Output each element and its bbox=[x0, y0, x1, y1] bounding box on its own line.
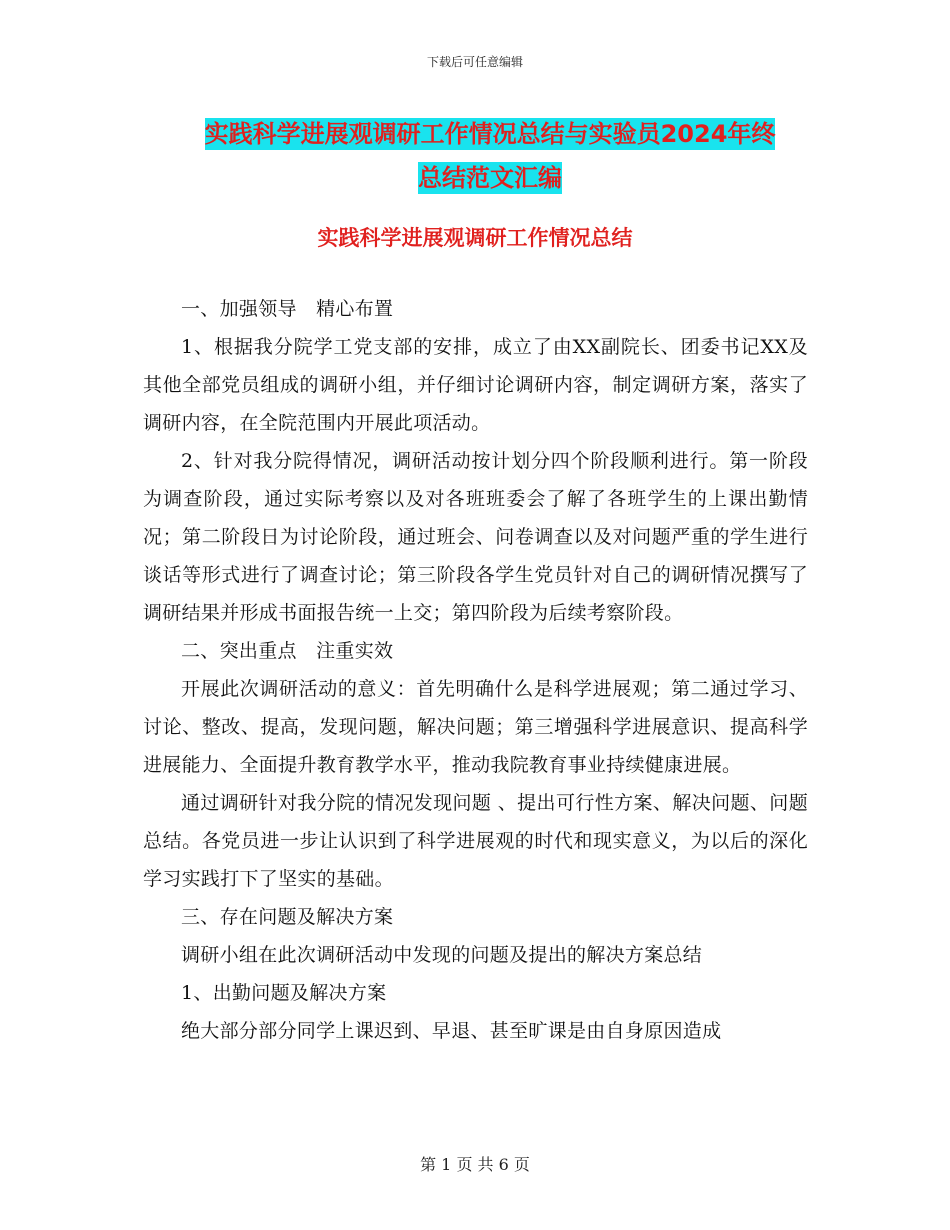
paragraph: 开展此次调研活动的意义：首先明确什么是科学进展观；第二通过学习、讨论、整改、提高，发现问题，解决问题；第三增强科学进展意识、提高科学进展能力、全面提升教育教学水平，推动我院教育事业持续健康进展。 bbox=[143, 678, 808, 776]
heading-1: 一、加强领导 精心布置 bbox=[181, 298, 394, 320]
paragraph: 绝大部分部分同学上课迟到、早退、甚至旷课是由自身原因造成 bbox=[181, 1020, 722, 1042]
page-footer: 第 1 页 共 6 页 bbox=[420, 1155, 530, 1174]
heading-2: 二、突出重点 注重实效 bbox=[181, 640, 394, 662]
section-title: 实践科学进展观调研工作情况总结 bbox=[317, 226, 633, 250]
document-body bbox=[143, 290, 808, 1050]
document-title bbox=[140, 112, 840, 200]
paragraph: 2、针对我分院得情况，调研活动按计划分四个阶段顺利进行。第一阶段为调查阶段，通过实际考察以及对各班班委会了解了各班学生的上课出勤情况；第二阶段日为讨论阶段，通过班会、问卷调查以及对问题严重的学生进行谈话等形式进行了调查讨论；第三阶段各学生党员针对自己的调研情况撰写了调研结果并形成书面报告统一上交；第四阶段为后续考察阶段。 bbox=[143, 450, 808, 624]
document-title-line-1: 实践科学进展观调研工作情况总结与实验员2024年终 bbox=[204, 120, 776, 148]
paragraph: 通过调研针对我分院的情况发现问题 、提出可行性方案、解决问题、问题总结。各党员进一步让认识到了科学进展观的时代和现实意义，为以后的深化学习实践打下了坚实的基础。 bbox=[143, 792, 808, 890]
header-note: 下载后可任意编辑 bbox=[426, 55, 523, 69]
paragraph: 调研小组在此次调研活动中发现的问题及提出的解决方案总结 bbox=[181, 944, 703, 966]
document-title-line-2: 总结范文汇编 bbox=[418, 164, 562, 192]
paragraph: 1、根据我分院学工党支部的安排，成立了由XX副院长、团委书记XX及其他全部党员组成的调研小组，并仔细讨论调研内容，制定调研方案，落实了调研内容，在全院范围内开展此项活动。 bbox=[143, 336, 808, 434]
heading-3: 三、存在问题及解决方案 bbox=[181, 906, 394, 928]
subheading: 1、出勤问题及解决方案 bbox=[181, 982, 387, 1004]
